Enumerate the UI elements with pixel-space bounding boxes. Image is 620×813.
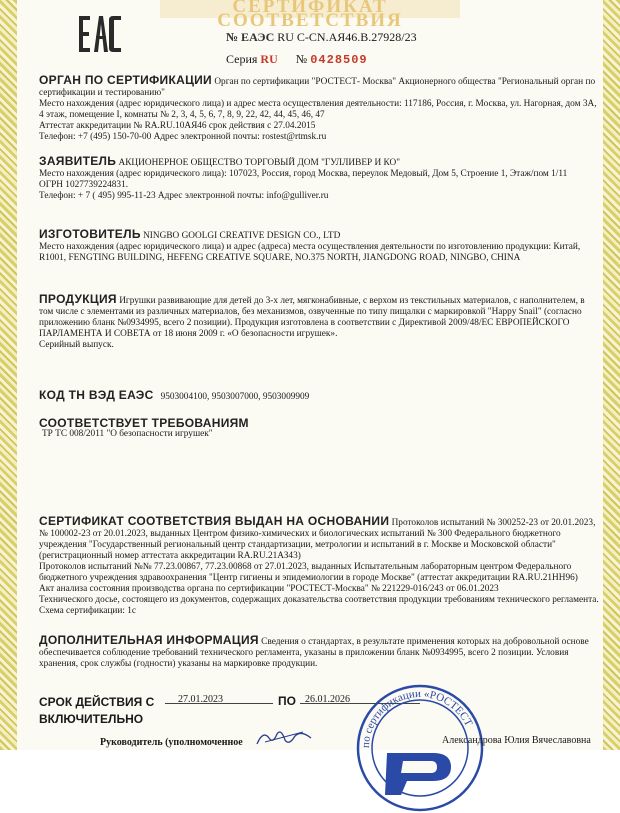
certification-body-heading: ОРГАН ПО СЕРТИФИКАЦИИ [39,73,212,87]
manufacturer-section [39,229,599,264]
product-heading: ПРОДУКЦИЯ [39,292,117,306]
issue-basis-scheme: Схема сертификации: 1с [39,606,137,616]
tnved-section [39,390,599,403]
product-serial: Серийный выпуск. [39,340,114,350]
tnved-codes: 9503004100, 9503007000, 9503009909 [160,392,310,402]
requirements-text: ТР ТС 008/2011 "О безопасности игрушек" [42,429,213,439]
issue-basis-dossier: Технического досье, состоящего из документов, содержащих доказательства соответствия продукции требованиям технического регламента. [39,595,599,605]
applicant-name: АКЦИОНЕРНОЕ ОБЩЕСТВО ТОРГОВЫЙ ДОМ "ГУЛЛИВЕР И КО" [118,158,401,168]
requirements-section [39,418,599,440]
certification-body-section [39,75,599,143]
product-description: Игрушки развивающие для детей до 3-х лет, мягконабивные, с верхом из текстильных материалов, с наполнителем, в том числе с элементами из различных материалов, без механизмов, озвученные по типу пищалки с маркировкой "Happy Snail" (согласно приложению бланк №0934995, всего 2 позиции). Продукция изготовлена в соответствии с Директивой 2009/48/ЕС ЕВРОПЕЙСКОГО ПАРЛАМЕНТА И СОВЕТА от 18 июня 2009 г. «О безопасности игрушек». [39,296,585,339]
right-ornament-border [603,0,620,750]
blank-number-label: № [295,52,308,66]
additional-info-text: Сведения о стандартах, в результате применения которых на добровольной основе обеспечивается соблюдение требований технического регламента, указаны в приложении бланк №0934995, всего 2 позиции. Условия хранения, срок службы (годности) указаны на маркировке продукции. [39,637,589,669]
validity-to-label: ПО [278,694,296,708]
manufacturer-address: Место нахождения (адрес юридического лица) и адрес (адреса) места осуществления деятельности по изготовлению продукции: Китай, R1001, FENGTING BUILDING, HEFENG CREATIVE SQUARE, NO.375 NORTH, JIANGDONG ROAD, NINGBO, CHINA [39,242,581,263]
manufacturer-name: NINGBO GOOLGI CREATIVE DESIGN CO., LTD [143,231,341,241]
certification-body-address: Место нахождения (адрес юридического лица) и адрес места осуществления деятельности: 117186, Россия, г. Москва, ул. Нагорная, дом 3А, 4 этаж, помещение I, комнаты № 2, 3, 4, 5, 6, 7, 8, 9, 22, 42, 44, 45, 46, 47 [39,99,597,120]
issue-basis-act: Акт анализа состояния производства органа по сертификации "РОСТЕСТ-Москва" № 221229-016/243 от 06.01.2023 [39,584,499,594]
handwritten-signature-icon [255,726,315,748]
stamp-text: по сертификации «РОСТЕСТ [359,687,475,749]
registration-value: RU С-CN.АЯ46.В.27928/23 [277,30,417,44]
requirements-heading: СООТВЕТСТВУЕТ ТРЕБОВАНИЯМ [39,416,249,430]
validity-heading [39,694,154,728]
series-label: Серия [226,52,258,66]
certificate-title-banner: СЕРТИФИКАТ СООТВЕТСТВИЯ [160,0,460,18]
validity-to-date: 26.01.2026 [305,694,350,705]
registration-number [226,30,417,45]
validity-from-date: 27.01.2023 [178,694,223,705]
issue-basis-text: Протоколов испытаний № 300252-23 от 20.01.2023, № 100002-23 от 20.01.2023, выданных Центром физико-химических и биологических испытаний № 300 Федерального бюджетного учреждения "Государственный региональный центр стандартизации, метрологии и испытаний в г. Москве и Московской области" (регистрационный номер аттестата аккредитации RA.RU.21АЗ43) [39,518,596,561]
eac-logo-icon [78,14,122,54]
organization-stamp-icon [355,683,485,813]
validity-heading-inclusive: ВКЛЮЧИТЕЛЬНО [39,712,144,726]
certification-body-name: Орган по сертификации "РОСТЕСТ- Москва" Акционерного общества "Региональный орган по сертификации и тестированию" [39,77,596,98]
validity-heading-from: СРОК ДЕЙСТВИЯ С [39,695,155,709]
product-section [39,294,599,351]
additional-info-heading: ДОПОЛНИТЕЛЬНАЯ ИНФОРМАЦИЯ [39,633,259,647]
certification-body-accreditation: Аттестат аккредитации № RA.RU.10АЯ46 срок действия с 27.04.2015 [39,121,316,131]
additional-info-section [39,635,599,670]
tnved-heading: КОД ТН ВЭД ЕАЭС [39,388,154,402]
registration-label: № ЕАЭС [226,30,275,44]
applicant-ogrn: ОГРН 1027739224831. [39,180,129,190]
series-value: RU [260,52,278,66]
left-ornament-border [0,0,17,750]
issue-basis-protocols: Протоколов испытаний №№ 77.23.00867, 77.23.00868 от 27.01.2023, выданных Испытательным лабораторным центром Федерального бюджетного учреждения здравоохранения "Центр гигиены и эпидемиологии в городе Москве" (аттестат аккредитации RA.RU.21НН96) [39,562,578,583]
applicant-heading: ЗАЯВИТЕЛЬ [39,154,117,168]
blank-number: 0428509 [310,53,368,67]
certification-body-contacts: Телефон: +7 (495) 150-70-00 Адрес электронной почты: rostest@rtmsk.ru [39,132,327,142]
applicant-section [39,156,599,202]
applicant-contacts: Телефон: + 7 ( 495) 995-11-23 Адрес электронной почты: info@gulliver.ru [39,191,329,201]
head-label: Руководитель (уполномоченное [100,737,243,748]
manufacturer-heading: ИЗГОТОВИТЕЛЬ [39,227,141,241]
issue-basis-section [39,516,599,617]
issue-basis-heading: СЕРТИФИКАТ СООТВЕТСТВИЯ ВЫДАН НА ОСНОВАНИИ [39,514,390,528]
applicant-address: Место нахождения (адрес юридического лица): 107023, Россия, город Москва, переулок Медовый, Дом 5, Строение 1, Этаж/пом 1/11 [39,169,568,179]
blank-series [226,52,368,67]
head-name: Александрова Юлия Вячеславовна [442,735,591,746]
